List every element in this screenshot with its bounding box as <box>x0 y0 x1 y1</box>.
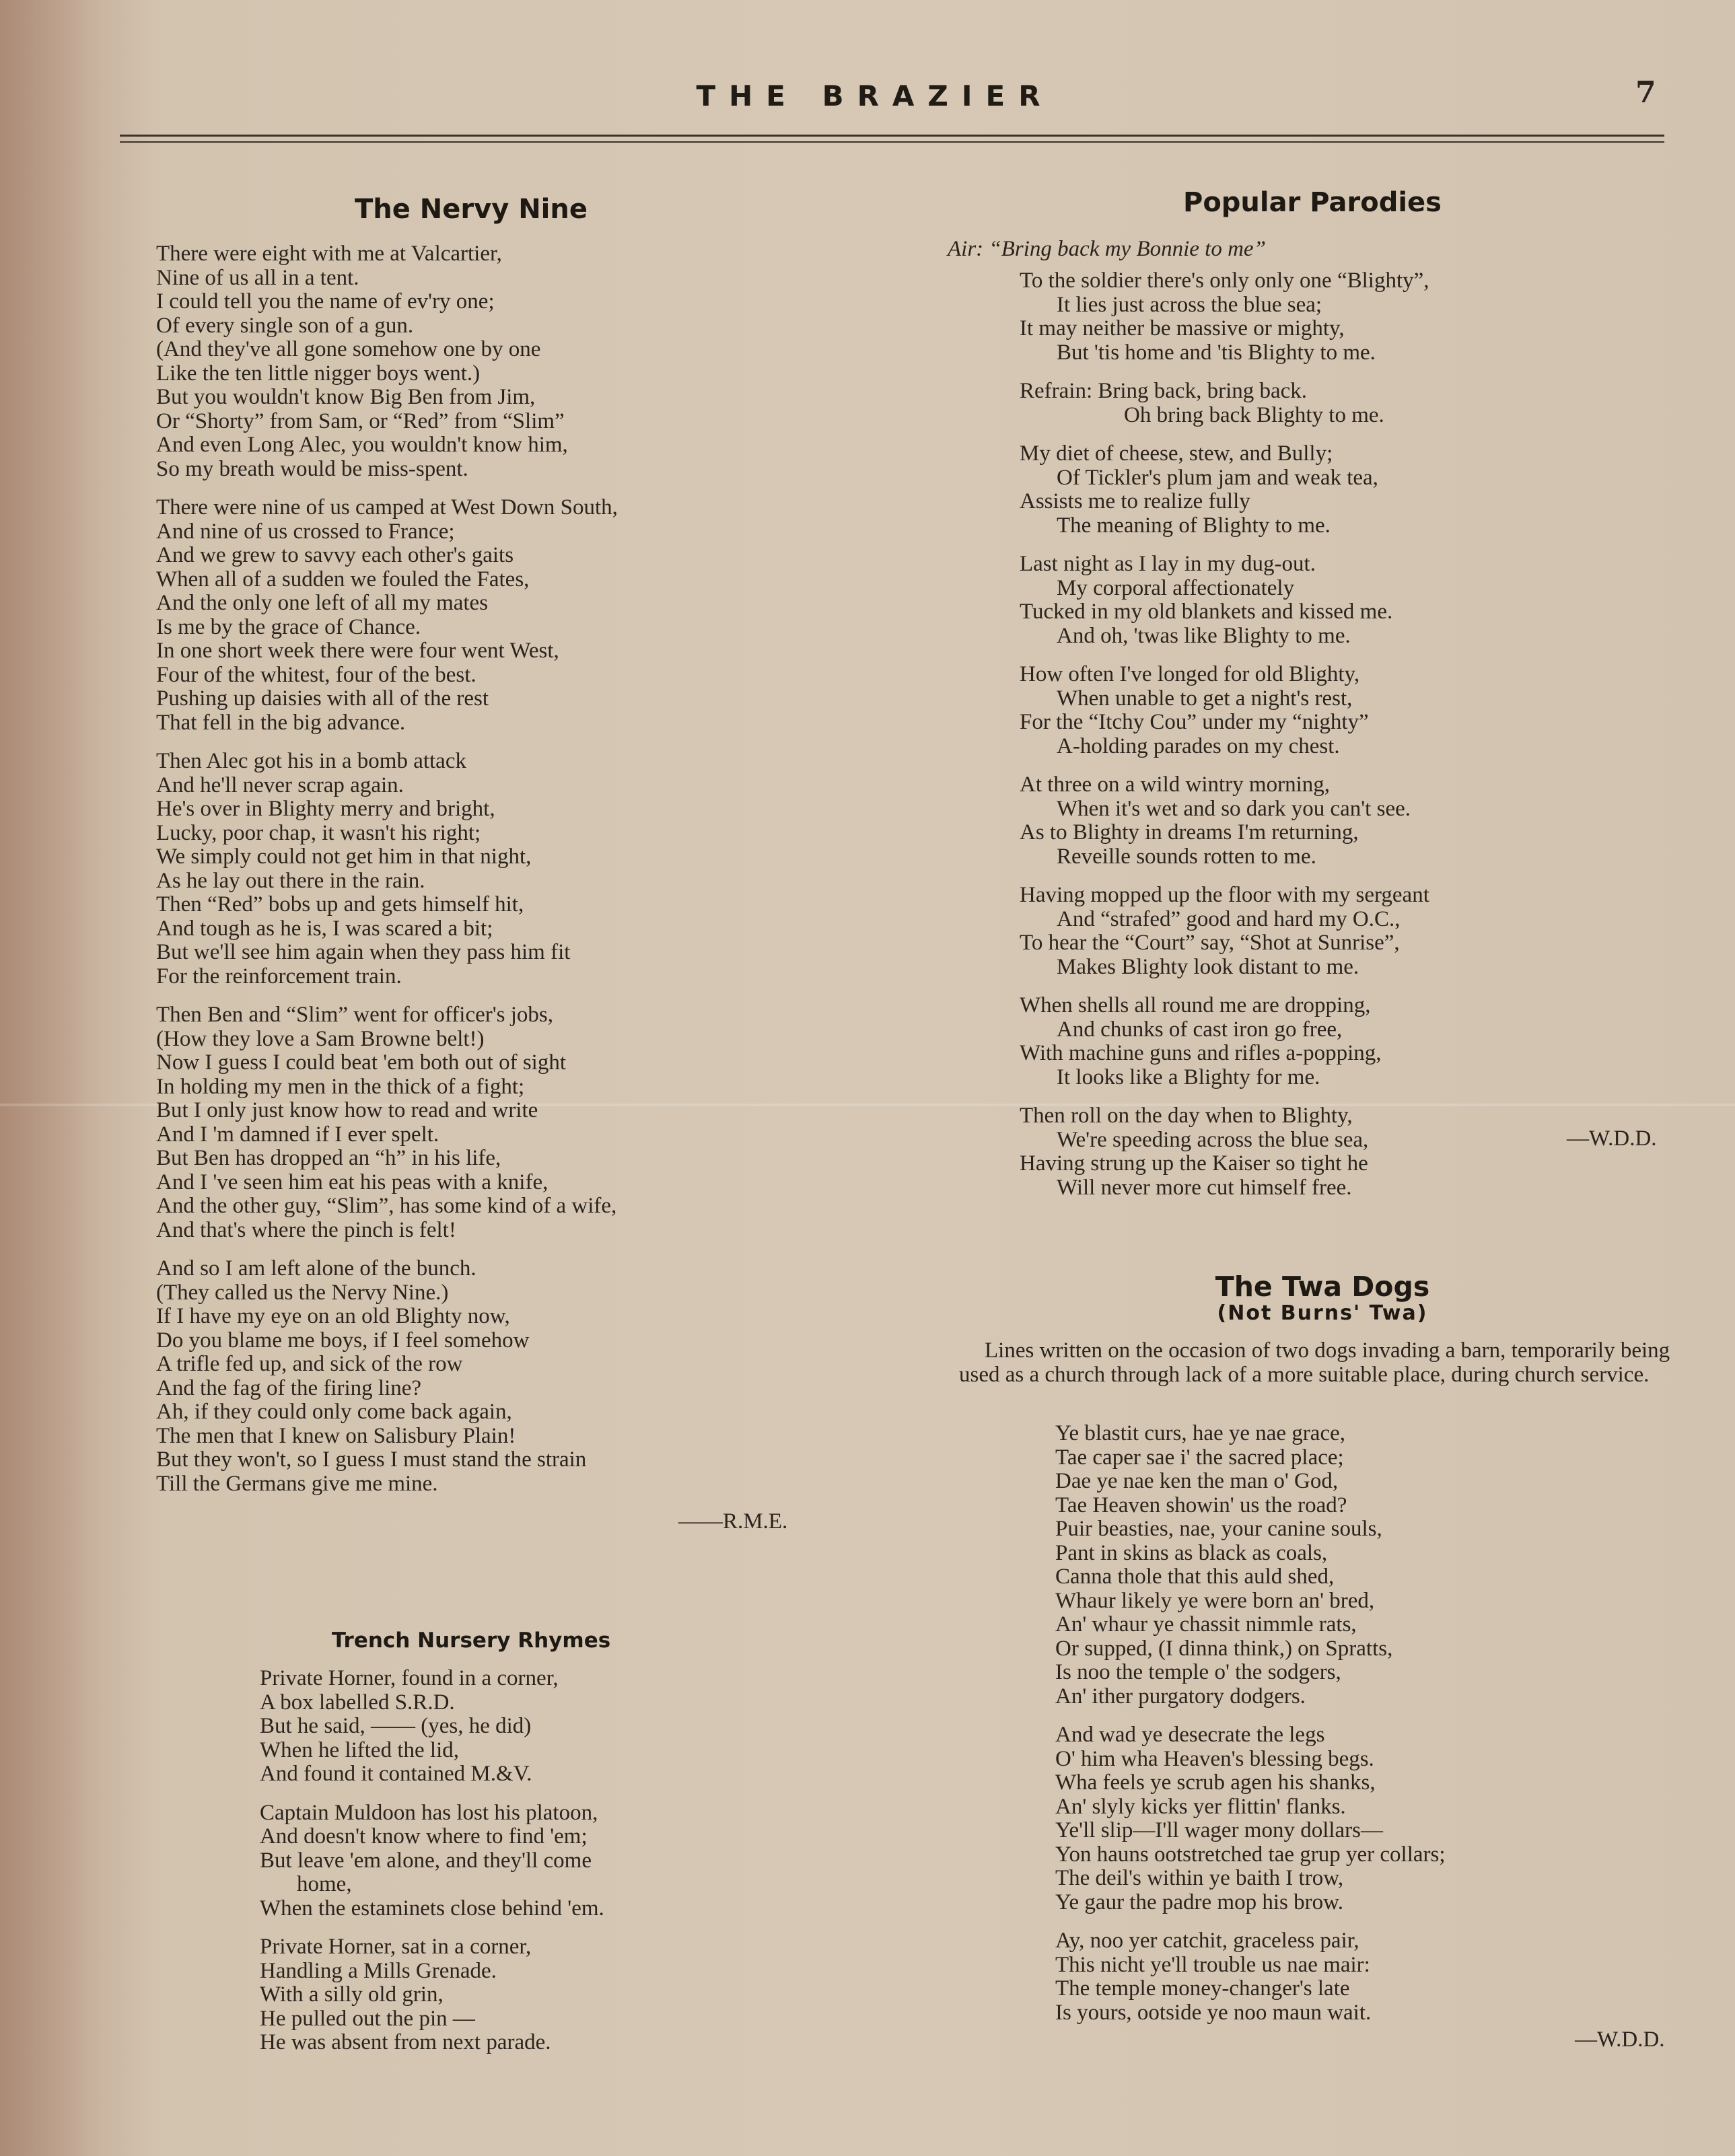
poem-line: The men that I knew on Salisbury Plain! <box>156 1423 516 1448</box>
poem-line: He's over in Blighty merry and bright, <box>156 797 495 821</box>
poem-line: When shells all round me are dropping, <box>1020 993 1371 1017</box>
poem-line: And I 'm damned if I ever spelt. <box>156 1122 439 1147</box>
poem-line: Refrain: Bring back, bring back. <box>1020 379 1308 403</box>
poem-line: And that's where the pinch is felt! <box>156 1217 456 1242</box>
poem-line: But they won't, so I guess I must stand the strain <box>156 1447 587 1472</box>
stanza <box>1020 380 1429 427</box>
poem-line: We're speeding across the blue sea, <box>1057 1127 1369 1152</box>
page-number: 7 <box>1635 75 1656 110</box>
poem-line: When it's wet and so dark you can't see. <box>1057 796 1411 821</box>
poem-line: And nine of us crossed to France; <box>156 519 455 544</box>
header-rule-top <box>120 135 1664 137</box>
poem-line: Till the Germans give me mine. <box>156 1471 438 1496</box>
poem-line: Then Alec got his in a bomb attack <box>156 749 466 773</box>
poem-line: Ah, if they could only come back again, <box>156 1400 512 1424</box>
poem-line: Canna thole that this auld shed, <box>1055 1565 1335 1589</box>
poem-line: Now I guess I could beat 'em both out of sight <box>156 1050 567 1075</box>
stanza <box>1020 552 1429 648</box>
poem-line: If I have my eye on an old Blighty now, <box>156 1304 510 1328</box>
poem-line: For the reinforcement train. <box>156 964 402 989</box>
nervy-nine-poem <box>156 242 618 1511</box>
poem-line: To hear the “Court” say, “Shot at Sunrise”, <box>1020 931 1400 955</box>
poem-line: Having strung up the Kaiser so tight he <box>1020 1151 1368 1176</box>
poem-line: home, <box>297 1872 352 1896</box>
poem-line: Ye'll slip—I'll wager mony dollars— <box>1055 1818 1384 1842</box>
poem-line: But leave 'em alone, and they'll come <box>260 1848 592 1873</box>
poem-line: An' ither purgatory dodgers. <box>1055 1684 1306 1709</box>
poem-line: As to Blighty in dreams I'm returning, <box>1020 820 1359 845</box>
poem-line: And “strafed” good and hard my O.C., <box>1057 906 1401 931</box>
poem-line: Is noo the temple o' the sodgers, <box>1055 1660 1341 1684</box>
poem-line: And I 've seen him eat his peas with a knife, <box>156 1170 548 1194</box>
poem-line: Tae caper sae i' the sacred place; <box>1055 1445 1344 1470</box>
poem-line: Reveille sounds rotten to me. <box>1057 844 1316 869</box>
poem-line: Or supped, (I dinna think,) on Spratts, <box>1055 1636 1393 1661</box>
poem-line: It may neither be massive or mighty, <box>1020 316 1345 340</box>
poem-line: Makes Blighty look distant to me. <box>1057 954 1359 979</box>
poem-line: That fell in the big advance. <box>156 710 406 735</box>
poem-line: Then “Red” bobs up and gets himself hit, <box>156 892 524 917</box>
poem-line: Is yours, ootside ye noo maun wait. <box>1055 2000 1372 2025</box>
twa-dogs-title: The Twa Dogs <box>1215 1270 1430 1303</box>
poem-line: There were eight with me at Valcartier, <box>156 242 502 266</box>
poem-line: And the other guy, “Slim”, has some kind of a wife, <box>156 1194 617 1218</box>
poem-line: With machine guns and rifles a-popping, <box>1020 1041 1382 1065</box>
poem-line: But you wouldn't know Big Ben from Jim, <box>156 385 536 409</box>
poem-line: It lies just across the blue sea; <box>1057 292 1322 317</box>
poem-line: Nine of us all in a tent. <box>156 265 359 290</box>
poem-line: And doesn't know where to find 'em; <box>260 1824 588 1848</box>
stanza <box>156 1257 618 1496</box>
poem-line: Ye blastit curs, hae ye nae grace, <box>1055 1421 1345 1445</box>
stanza <box>1055 1929 1446 2025</box>
poem-line: (And they've all gone somehow one by one <box>156 337 541 361</box>
poem-line: How often I've longed for old Blighty, <box>1020 662 1360 686</box>
stanza <box>1020 994 1429 1089</box>
stanza <box>1020 269 1429 365</box>
poem-line: Tucked in my old blankets and kissed me. <box>1020 600 1393 624</box>
poem-line: A trifle fed up, and sick of the row <box>156 1352 463 1376</box>
poem-line: So my breath would be miss-spent. <box>156 456 468 481</box>
poem-line: The deil's within ye baith I trow, <box>1055 1866 1344 1890</box>
poem-line: A-holding parades on my chest. <box>1057 733 1340 758</box>
poem-line: Last night as I lay in my dug-out. <box>1020 552 1316 576</box>
poem-line: There were nine of us camped at West Down South, <box>156 495 618 519</box>
poem-line: An' whaur ye chassit nimmle rats, <box>1055 1612 1357 1637</box>
poem-line: Of Tickler's plum jam and weak tea, <box>1057 465 1378 490</box>
poem-line: And oh, 'twas like Blighty to me. <box>1057 623 1351 648</box>
poem-line: (They called us the Nervy Nine.) <box>156 1280 449 1305</box>
poem-line: Pant in skins as black as coals, <box>1055 1540 1328 1565</box>
poem-line: But we'll see him again when they pass him fit <box>156 940 571 964</box>
poem-line: And the only one left of all my mates <box>156 591 489 615</box>
nervy-nine-signature: ——R.M.E. <box>678 1509 788 1534</box>
poem-line: The temple money-changer's late <box>1055 1976 1350 2001</box>
stanza <box>1055 1723 1446 1914</box>
poem-line: Private Horner, sat in a corner, <box>260 1935 532 1959</box>
stanza <box>1020 884 1429 979</box>
poem-line: When unable to get a night's rest, <box>1057 686 1353 711</box>
poem-line: And he'll never scrap again. <box>156 772 404 797</box>
twa-dogs-poem <box>1055 1422 1446 2040</box>
poem-line: Four of the whitest, four of the best. <box>156 662 476 687</box>
poem-line: An' slyly kicks yer flittin' flanks. <box>1055 1794 1346 1819</box>
poem-line: Ay, noo yer catchit, graceless pair, <box>1055 1929 1359 1953</box>
trench-rhymes-title: Trench Nursery Rhymes <box>331 1628 611 1653</box>
poem-line: And even Long Alec, you wouldn't know him, <box>156 433 568 457</box>
poem-line: And we grew to savvy each other's gaits <box>156 543 514 567</box>
poem-line: And chunks of cast iron go free, <box>1057 1017 1343 1042</box>
poem-line: Like the ten little nigger boys went.) <box>156 361 481 386</box>
torn-edge <box>0 0 101 2156</box>
stanza <box>156 1003 618 1242</box>
poem-line: And so I am left alone of the bunch. <box>156 1256 476 1281</box>
twa-dogs-subtitle: (Not Burns' Twa) <box>1217 1301 1428 1325</box>
poem-line: With a silly old grin, <box>260 1982 444 2007</box>
stanza <box>1020 442 1429 538</box>
stanza <box>1020 663 1429 758</box>
poem-line: When he lifted the lid, <box>260 1737 459 1762</box>
poem-line: Or “Shorty” from Sam, or “Red” from “Slim” <box>156 408 565 433</box>
poem-line: And wad ye desecrate the legs <box>1055 1723 1325 1747</box>
poem-line: It looks like a Blighty for me. <box>1057 1065 1320 1089</box>
poem-line: Will never more cut himself free. <box>1057 1175 1352 1200</box>
nervy-nine-title: The Nervy Nine <box>354 194 588 225</box>
poem-line: Wha feels ye scrub agen his shanks, <box>1055 1770 1376 1795</box>
poem-line: Is me by the grace of Chance. <box>156 614 421 639</box>
poem-line: Pushing up daisies with all of the rest <box>156 686 489 711</box>
poem-line: O' him wha Heaven's blessing begs. <box>1055 1746 1374 1771</box>
poem-line: Private Horner, found in a corner, <box>260 1666 559 1690</box>
stanza <box>1055 1422 1446 1709</box>
poem-line: Dae ye nae ken the man o' God, <box>1055 1469 1339 1493</box>
poem-line: This nicht ye'll trouble us nae mair: <box>1055 1952 1370 1977</box>
parodies-signature: —W.D.D. <box>1567 1126 1657 1151</box>
poem-line: To the soldier there's only only one “Blighty”, <box>1020 268 1429 293</box>
poem-line: Captain Muldoon has lost his platoon, <box>260 1800 598 1825</box>
poem-line: Assists me to realize fully <box>1020 489 1250 513</box>
poem-line: As he lay out there in the rain. <box>156 868 425 893</box>
twa-dogs-signature: —W.D.D. <box>1575 2027 1665 2052</box>
trench-rhymes-poem <box>260 1667 604 2070</box>
poem-line: (How they love a Sam Browne belt!) <box>156 1026 485 1051</box>
poem-line: But Ben has dropped an “h” in his life, <box>156 1146 501 1170</box>
poem-line: Then roll on the day when to Blighty, <box>1020 1104 1353 1128</box>
poem-line: In one short week there were four went West, <box>156 639 559 663</box>
poem-line: The meaning of Blighty to me. <box>1057 513 1331 538</box>
stanza <box>260 1935 604 2055</box>
stanza <box>156 750 618 989</box>
page-header-title: THE BRAZIER <box>696 79 1054 112</box>
poem-line: Do you blame me boys, if I feel somehow <box>156 1328 530 1353</box>
stanza <box>1020 773 1429 869</box>
poem-line: When all of a sudden we fouled the Fates, <box>156 567 530 591</box>
twa-dogs-intro: Lines written on the occasion of two dogs invading a barn, temporarily being used as a church through lack of a more suitable place, during church service. <box>959 1338 1670 1387</box>
poem-line: And found it contained M.&V. <box>260 1762 532 1786</box>
poem-line: In holding my men in the thick of a fight; <box>156 1074 525 1099</box>
stanza <box>260 1801 604 1921</box>
poem-line: Whaur likely ye were born an' bred, <box>1055 1588 1375 1613</box>
poem-line: We simply could not get him in that night, <box>156 845 532 869</box>
poem-line: Puir beasties, nae, your canine souls, <box>1055 1517 1382 1541</box>
poem-line: Then Ben and “Slim” went for officer's jobs, <box>156 1003 554 1027</box>
poem-line: At three on a wild wintry morning, <box>1020 772 1331 797</box>
poem-line: Ye gaur the padre mop his brow. <box>1055 1890 1344 1914</box>
poem-line: Tae Heaven showin' us the road? <box>1055 1493 1347 1517</box>
poem-line: Handling a Mills Grenade. <box>260 1958 497 1983</box>
poem-line: He was absent from next parade. <box>260 2030 551 2054</box>
poem-line: Of every single son of a gun. <box>156 313 414 338</box>
popular-parodies-title: Popular Parodies <box>1183 187 1442 218</box>
stanza <box>1020 1104 1429 1200</box>
poem-line: My corporal affectionately <box>1057 575 1295 600</box>
stanza <box>156 242 618 481</box>
poem-line: Yon hauns ootstretched tae grup yer collars; <box>1055 1842 1446 1867</box>
poem-line: Having mopped up the floor with my sergeant <box>1020 883 1429 907</box>
poem-line: My diet of cheese, stew, and Bully; <box>1020 441 1333 466</box>
poem-line: A box labelled S.R.D. <box>260 1690 455 1715</box>
poem-line: Oh bring back Blighty to me. <box>1124 402 1384 427</box>
popular-parodies-poem <box>1020 269 1429 1215</box>
poem-line: And the fag of the firing line? <box>156 1375 422 1400</box>
header-rule-bottom <box>120 141 1664 143</box>
poem-line: But 'tis home and 'tis Blighty to me. <box>1057 340 1376 365</box>
poem-line: And tough as he is, I was scared a bit; <box>156 916 493 941</box>
poem-line: But I only just know how to read and write <box>156 1098 538 1122</box>
poem-line: For the “Itchy Cou” under my “nighty” <box>1020 710 1369 734</box>
poem-line: He pulled out the pin — <box>260 2006 475 2031</box>
poem-line: When the estaminets close behind 'em. <box>260 1896 604 1920</box>
parodies-air-line: Air: “Bring back my Bonnie to me” <box>948 237 1266 261</box>
poem-line: But he said, —— (yes, he did) <box>260 1714 532 1738</box>
poem-line: Lucky, poor chap, it wasn't his right; <box>156 820 481 845</box>
poem-line: I could tell you the name of ev'ry one; <box>156 289 495 314</box>
stanza <box>260 1667 604 1787</box>
stanza <box>156 496 618 735</box>
